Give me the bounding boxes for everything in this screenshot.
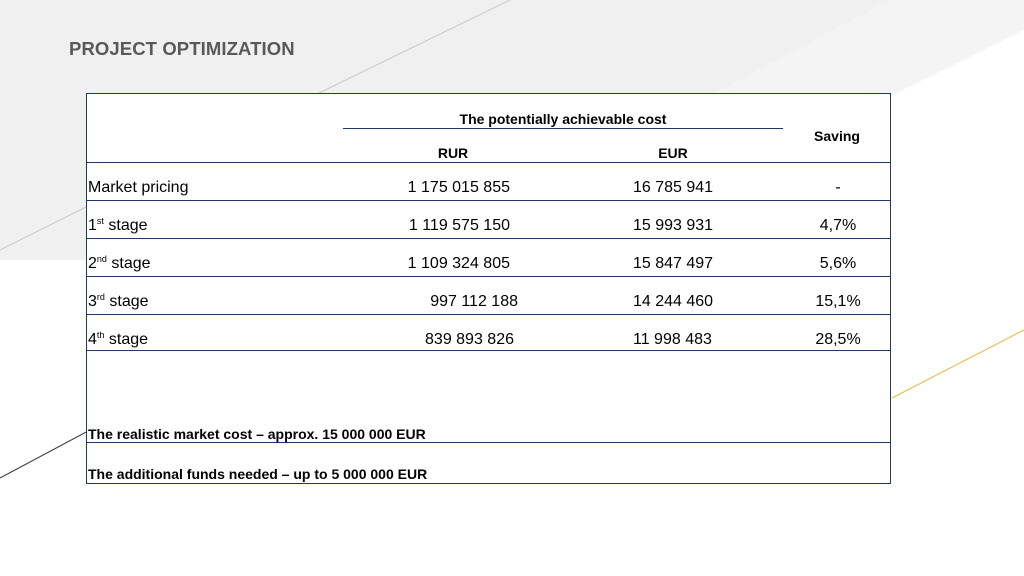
header-saving: Saving xyxy=(814,128,860,144)
realistic-cost-note: The realistic market cost – approx. 15 000 000 EUR xyxy=(88,426,426,442)
row-divider xyxy=(87,350,890,351)
row-label: 3rd stage xyxy=(88,292,149,310)
row-divider xyxy=(87,276,890,277)
row-saving-value: 5,6% xyxy=(819,255,857,272)
row-divider xyxy=(87,238,890,239)
row-rur-value: 997 112 188 xyxy=(430,293,518,310)
row-divider xyxy=(87,162,890,163)
row-eur-value: 11 998 483 xyxy=(633,331,712,348)
row-divider xyxy=(87,442,890,443)
row-saving-value: 15,1% xyxy=(815,293,861,310)
row-saving-value: 4,7% xyxy=(819,217,857,234)
row-label: Market pricing xyxy=(88,179,189,196)
page-title: PROJECT OPTIMIZATION xyxy=(69,38,295,59)
row-label: 1st stage xyxy=(88,216,148,234)
header-eur: EUR xyxy=(658,145,688,161)
decor-line-dark xyxy=(0,430,90,478)
cost-table xyxy=(86,93,891,484)
decor-line-gold xyxy=(892,330,1024,398)
row-label: 2nd stage xyxy=(88,254,151,272)
row-saving-value: - xyxy=(835,179,841,196)
header-group-underline xyxy=(343,128,783,129)
row-saving-value: 28,5% xyxy=(815,331,861,348)
row-eur-value: 15 993 931 xyxy=(633,217,714,234)
row-rur-value: 1 119 575 150 xyxy=(408,217,510,234)
row-divider xyxy=(87,200,890,201)
row-eur-value: 16 785 941 xyxy=(633,179,714,196)
row-label: 4th stage xyxy=(88,330,149,348)
row-eur-value: 14 244 460 xyxy=(633,293,714,310)
row-divider xyxy=(87,314,890,315)
row-rur-value: 1 109 324 805 xyxy=(407,255,510,272)
additional-funds-note: The additional funds needed – up to 5 000 000 EUR xyxy=(88,466,428,482)
header-rur: RUR xyxy=(437,145,469,161)
row-rur-value: 1 175 015 855 xyxy=(407,179,510,196)
row-eur-value: 15 847 497 xyxy=(633,255,714,272)
row-rur-value: 839 893 826 xyxy=(425,331,514,348)
header-group-label: The potentially achievable cost xyxy=(459,111,667,127)
